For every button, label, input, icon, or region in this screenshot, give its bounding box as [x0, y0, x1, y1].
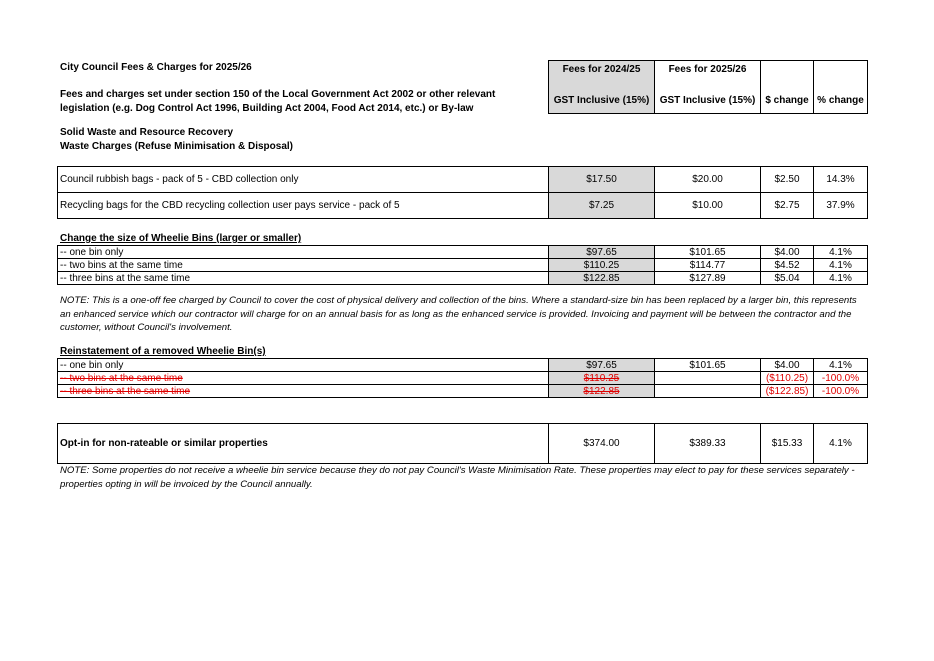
table-cell-fee-2526: $389.33 [654, 423, 761, 464]
table-cell-pct-change: 4.1% [813, 245, 868, 259]
section-subheading: Waste Charges (Refuse Minimisation & Disposal) [60, 141, 294, 152]
table-cell-dollar-change: $4.00 [760, 245, 814, 259]
table-cell-fee-2425: $97.65 [548, 245, 655, 259]
header-col-dollar-change [760, 60, 814, 114]
table-cell-pct-change: 37.9% [813, 192, 868, 219]
removed-fee: $110.25 [583, 372, 620, 384]
table-cell-fee-2526: $101.65 [654, 245, 761, 259]
header-col-pct-change [813, 60, 868, 114]
table-cell-fee-2425: $7.25 [548, 192, 655, 219]
table-row-label-removed [57, 384, 549, 398]
header-fees-2526-label: Fees for 2025/26 [668, 64, 747, 75]
table-cell-fee-2425-removed [548, 384, 655, 398]
table-cell-fee-2526: $10.00 [654, 192, 761, 219]
header-fees-2425-label: Fees for 2024/25 [562, 64, 641, 75]
table-cell-pct-change: -100.0% [813, 371, 868, 385]
table-cell-fee-2526: $114.77 [654, 258, 761, 272]
table-cell-fee-2425: $122.85 [548, 271, 655, 285]
table-cell-dollar-change: $15.33 [760, 423, 814, 464]
header-gst-2526-label: GST Inclusive (15%) [659, 95, 756, 106]
removed-label: -- three bins at the same time [60, 385, 191, 397]
table-cell-fee-2425: $374.00 [548, 423, 655, 464]
table-cell-fee-2425: $17.50 [548, 166, 655, 193]
table-cell-dollar-change: ($122.85) [760, 384, 814, 398]
table-cell-pct-change: -100.0% [813, 384, 868, 398]
header-gst-2425-label: GST Inclusive (15%) [553, 95, 650, 106]
removed-label: -- two bins at the same time [60, 372, 183, 384]
header-dollar-change-label: $ change [765, 95, 809, 106]
table-cell-fee-2425: $110.25 [548, 258, 655, 272]
table-cell-pct-change: 4.1% [813, 423, 868, 464]
page-title: City Council Fees & Charges for 2025/26 [60, 62, 252, 73]
table-cell-pct-change: 14.3% [813, 166, 868, 193]
wheelie-change-heading: Change the size of Wheelie Bins (larger or smaller) [60, 233, 302, 244]
header-col-fees-2526 [654, 60, 761, 114]
table-cell-fee-2425-removed [548, 371, 655, 385]
table-cell-pct-change: 4.1% [813, 271, 868, 285]
reinstatement-heading: Reinstatement of a removed Wheelie Bin(s) [60, 346, 266, 357]
table-row-label: -- one bin only [57, 358, 549, 372]
table-cell-fee-2425: $97.65 [548, 358, 655, 372]
removed-fee: $122.85 [583, 385, 620, 397]
table-cell-pct-change: 4.1% [813, 258, 868, 272]
table-row-label: Recycling bags for the CBD recycling collection user pays service - pack of 5 [57, 192, 549, 219]
table-cell-pct-change: 4.1% [813, 358, 868, 372]
table-cell-dollar-change: $2.75 [760, 192, 814, 219]
wheelie-change-note: NOTE: This is a one-off fee charged by Council to cover the cost of physical delivery and collection of the bins. Where a standard-size bin has been replaced by a larger bin, this represents an enhanced service which our contractor will charge for on an annual basis for as long as the enhanced service is provided. Invoicing and payment will be between the contractor and the customer, without Council's involvement. [60, 295, 857, 333]
table-row-label: Council rubbish bags - pack of 5 - CBD collection only [57, 166, 549, 193]
table-cell-dollar-change: $4.52 [760, 258, 814, 272]
header-col-fees-2425 [548, 60, 655, 114]
table-row-label: -- two bins at the same time [57, 258, 549, 272]
table-cell-fee-2526 [654, 371, 761, 385]
table-row-label-removed [57, 371, 549, 385]
page-subtitle: Fees and charges set under section 150 of the Local Government Act 2002 or other relevant legislation (e.g. Dog Control Act 1996, Building Act 2004, Food Act 2014, etc.) or By-law [60, 89, 496, 114]
table-cell-dollar-change: $4.00 [760, 358, 814, 372]
table-cell-fee-2526: $127.89 [654, 271, 761, 285]
header-pct-change-label: % change [817, 95, 864, 106]
table-cell-fee-2526: $20.00 [654, 166, 761, 193]
table-cell-fee-2526 [654, 384, 761, 398]
table-row-label: -- one bin only [57, 245, 549, 259]
optin-note: NOTE: Some properties do not receive a wheelie bin service because they do not pay Council's Waste Minimisation Rate. These properties may elect to pay for these services separately - properties opting in will be invoiced by the Council annually. [60, 465, 855, 490]
table-cell-dollar-change: $2.50 [760, 166, 814, 193]
table-cell-dollar-change: ($110.25) [760, 371, 814, 385]
table-cell-dollar-change: $5.04 [760, 271, 814, 285]
table-row-label: -- three bins at the same time [57, 271, 549, 285]
table-cell-fee-2526: $101.65 [654, 358, 761, 372]
optin-label: Opt-in for non-rateable or similar properties [57, 423, 549, 464]
section-heading: Solid Waste and Resource Recovery [60, 127, 234, 138]
